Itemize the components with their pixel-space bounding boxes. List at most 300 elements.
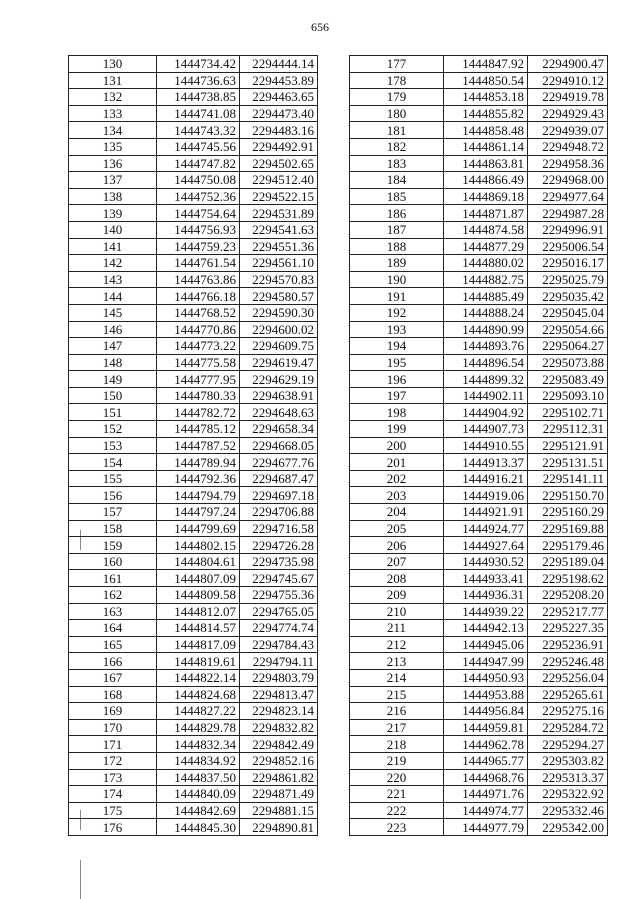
x-coordinate-cell: 1444882.75 <box>444 271 528 288</box>
point-number-cell: 219 <box>350 752 444 769</box>
point-number-cell: 186 <box>350 205 444 222</box>
point-number-cell: 191 <box>350 288 444 305</box>
point-number-cell: 202 <box>350 470 444 487</box>
table-row <box>350 636 608 653</box>
y-coordinate-cell: 2295265.61 <box>528 686 608 703</box>
y-coordinate-cell: 2294852.16 <box>240 752 318 769</box>
y-coordinate-cell: 2295208.20 <box>528 587 608 604</box>
x-coordinate-cell: 1444743.32 <box>157 122 240 139</box>
x-coordinate-cell: 1444738.85 <box>157 89 240 106</box>
y-coordinate-cell: 2294473.40 <box>240 105 318 122</box>
table-row <box>69 421 318 438</box>
point-number-cell: 182 <box>350 138 444 155</box>
y-coordinate-cell: 2294483.16 <box>240 122 318 139</box>
x-coordinate-cell: 1444782.72 <box>157 404 240 421</box>
table-row <box>350 72 608 89</box>
table-row <box>350 553 608 570</box>
y-coordinate-cell: 2294823.14 <box>240 703 318 720</box>
table-row <box>350 205 608 222</box>
table-row <box>350 587 608 604</box>
table-row <box>69 221 318 238</box>
y-coordinate-cell: 2294735.98 <box>240 553 318 570</box>
point-number-cell: 194 <box>350 338 444 355</box>
y-coordinate-cell: 2294871.49 <box>240 786 318 803</box>
point-number-cell: 190 <box>350 271 444 288</box>
table-row <box>69 255 318 272</box>
coordinates-table-right <box>349 55 608 836</box>
table-row <box>69 736 318 753</box>
table-row <box>69 155 318 172</box>
y-coordinate-cell: 2295303.82 <box>528 752 608 769</box>
x-coordinate-cell: 1444840.09 <box>157 786 240 803</box>
y-coordinate-cell: 2295112.31 <box>528 421 608 438</box>
y-coordinate-cell: 2294755.36 <box>240 587 318 604</box>
point-number-cell: 196 <box>350 371 444 388</box>
point-number-cell: 207 <box>350 553 444 570</box>
point-number-cell: 187 <box>350 221 444 238</box>
point-number-cell: 149 <box>69 371 157 388</box>
point-number-cell: 138 <box>69 188 157 205</box>
point-number-cell: 167 <box>69 669 157 686</box>
table-row <box>350 752 608 769</box>
point-number-cell: 159 <box>69 537 157 554</box>
y-coordinate-cell: 2295025.79 <box>528 271 608 288</box>
x-coordinate-cell: 1444916.21 <box>444 470 528 487</box>
table-row <box>350 255 608 272</box>
y-coordinate-cell: 2295246.48 <box>528 653 608 670</box>
x-coordinate-cell: 1444902.11 <box>444 387 528 404</box>
x-coordinate-cell: 1444827.22 <box>157 703 240 720</box>
table-row <box>69 122 318 139</box>
table-row <box>350 736 608 753</box>
y-coordinate-cell: 2295236.91 <box>528 636 608 653</box>
y-coordinate-cell: 2294512.40 <box>240 172 318 189</box>
point-number-cell: 214 <box>350 669 444 686</box>
y-coordinate-cell: 2294522.15 <box>240 188 318 205</box>
table-row <box>350 338 608 355</box>
point-number-cell: 146 <box>69 321 157 338</box>
y-coordinate-cell: 2294842.49 <box>240 736 318 753</box>
point-number-cell: 144 <box>69 288 157 305</box>
y-coordinate-cell: 2294619.47 <box>240 354 318 371</box>
point-number-cell: 130 <box>69 56 157 73</box>
x-coordinate-cell: 1444797.24 <box>157 504 240 521</box>
y-coordinate-cell: 2295189.04 <box>528 553 608 570</box>
table-row <box>69 703 318 720</box>
x-coordinate-cell: 1444824.68 <box>157 686 240 703</box>
table-row <box>69 669 318 686</box>
x-coordinate-cell: 1444747.82 <box>157 155 240 172</box>
x-coordinate-cell: 1444913.37 <box>444 454 528 471</box>
table-row <box>69 653 318 670</box>
point-number-cell: 184 <box>350 172 444 189</box>
table-row <box>69 338 318 355</box>
point-number-cell: 178 <box>350 72 444 89</box>
y-coordinate-cell: 2295322.92 <box>528 786 608 803</box>
y-coordinate-cell: 2294551.36 <box>240 238 318 255</box>
coordinates-table-left <box>68 55 318 836</box>
point-number-cell: 166 <box>69 653 157 670</box>
y-coordinate-cell: 2294687.47 <box>240 470 318 487</box>
x-coordinate-cell: 1444888.24 <box>444 304 528 321</box>
y-coordinate-cell: 2294881.15 <box>240 802 318 819</box>
y-coordinate-cell: 2294910.12 <box>528 72 608 89</box>
table-row <box>69 587 318 604</box>
point-number-cell: 222 <box>350 802 444 819</box>
point-number-cell: 185 <box>350 188 444 205</box>
x-coordinate-cell: 1444924.77 <box>444 520 528 537</box>
y-coordinate-cell: 2294987.28 <box>528 205 608 222</box>
point-number-cell: 204 <box>350 504 444 521</box>
table-row <box>350 470 608 487</box>
x-coordinate-cell: 1444736.63 <box>157 72 240 89</box>
table-row <box>69 304 318 321</box>
table-row <box>350 56 608 73</box>
x-coordinate-cell: 1444959.81 <box>444 719 528 736</box>
x-coordinate-cell: 1444837.50 <box>157 769 240 786</box>
y-coordinate-cell: 2294629.19 <box>240 371 318 388</box>
x-coordinate-cell: 1444861.14 <box>444 138 528 155</box>
table-row <box>69 288 318 305</box>
point-number-cell: 210 <box>350 603 444 620</box>
y-coordinate-cell: 2294463.65 <box>240 89 318 106</box>
y-coordinate-cell: 2295035.42 <box>528 288 608 305</box>
table-row <box>350 188 608 205</box>
x-coordinate-cell: 1444807.09 <box>157 570 240 587</box>
point-number-cell: 165 <box>69 636 157 653</box>
table-row <box>69 371 318 388</box>
y-coordinate-cell: 2294919.78 <box>528 89 608 106</box>
y-coordinate-cell: 2294813.47 <box>240 686 318 703</box>
x-coordinate-cell: 1444734.42 <box>157 56 240 73</box>
y-coordinate-cell: 2295006.54 <box>528 238 608 255</box>
point-number-cell: 206 <box>350 537 444 554</box>
point-number-cell: 164 <box>69 620 157 637</box>
table-row <box>350 603 608 620</box>
x-coordinate-cell: 1444741.08 <box>157 105 240 122</box>
table-row <box>350 669 608 686</box>
x-coordinate-cell: 1444885.49 <box>444 288 528 305</box>
table-row <box>69 752 318 769</box>
x-coordinate-cell: 1444971.76 <box>444 786 528 803</box>
y-coordinate-cell: 2294677.76 <box>240 454 318 471</box>
x-coordinate-cell: 1444893.76 <box>444 338 528 355</box>
point-number-cell: 131 <box>69 72 157 89</box>
table-row <box>69 819 318 836</box>
x-coordinate-cell: 1444792.36 <box>157 470 240 487</box>
x-coordinate-cell: 1444877.29 <box>444 238 528 255</box>
y-coordinate-cell: 2294774.74 <box>240 620 318 637</box>
y-coordinate-cell: 2294541.63 <box>240 221 318 238</box>
y-coordinate-cell: 2294658.34 <box>240 421 318 438</box>
table-row <box>350 620 608 637</box>
table-row <box>350 387 608 404</box>
point-number-cell: 180 <box>350 105 444 122</box>
point-number-cell: 181 <box>350 122 444 139</box>
table-row <box>350 221 608 238</box>
point-number-cell: 203 <box>350 487 444 504</box>
point-number-cell: 135 <box>69 138 157 155</box>
point-number-cell: 152 <box>69 421 157 438</box>
point-number-cell: 133 <box>69 105 157 122</box>
table-row <box>350 802 608 819</box>
x-coordinate-cell: 1444789.94 <box>157 454 240 471</box>
y-coordinate-cell: 2294668.05 <box>240 437 318 454</box>
point-number-cell: 134 <box>69 122 157 139</box>
x-coordinate-cell: 1444956.84 <box>444 703 528 720</box>
x-coordinate-cell: 1444745.56 <box>157 138 240 155</box>
point-number-cell: 155 <box>69 470 157 487</box>
table-row <box>350 520 608 537</box>
table-row <box>69 470 318 487</box>
x-coordinate-cell: 1444817.09 <box>157 636 240 653</box>
y-coordinate-cell: 2294939.07 <box>528 122 608 139</box>
point-number-cell: 158 <box>69 520 157 537</box>
table-row <box>350 570 608 587</box>
y-coordinate-cell: 2295217.77 <box>528 603 608 620</box>
point-number-cell: 177 <box>350 56 444 73</box>
point-number-cell: 195 <box>350 354 444 371</box>
table-row <box>350 321 608 338</box>
x-coordinate-cell: 1444962.78 <box>444 736 528 753</box>
x-coordinate-cell: 1444787.52 <box>157 437 240 454</box>
y-coordinate-cell: 2295332.46 <box>528 802 608 819</box>
x-coordinate-cell: 1444953.88 <box>444 686 528 703</box>
table-row <box>69 89 318 106</box>
x-coordinate-cell: 1444752.36 <box>157 188 240 205</box>
point-number-cell: 157 <box>69 504 157 521</box>
x-coordinate-cell: 1444899.32 <box>444 371 528 388</box>
y-coordinate-cell: 2294929.43 <box>528 105 608 122</box>
point-number-cell: 200 <box>350 437 444 454</box>
table-row <box>69 354 318 371</box>
y-coordinate-cell: 2294561.10 <box>240 255 318 272</box>
table-row <box>350 487 608 504</box>
x-coordinate-cell: 1444939.22 <box>444 603 528 620</box>
y-coordinate-cell: 2295227.35 <box>528 620 608 637</box>
table-row <box>350 703 608 720</box>
y-coordinate-cell: 2295294.27 <box>528 736 608 753</box>
y-coordinate-cell: 2294784.43 <box>240 636 318 653</box>
table-row <box>69 454 318 471</box>
table-row <box>350 238 608 255</box>
x-coordinate-cell: 1444942.13 <box>444 620 528 637</box>
scan-margin-line <box>80 860 81 899</box>
table-row <box>350 454 608 471</box>
y-coordinate-cell: 2294531.89 <box>240 205 318 222</box>
point-number-cell: 189 <box>350 255 444 272</box>
point-number-cell: 220 <box>350 769 444 786</box>
point-number-cell: 132 <box>69 89 157 106</box>
y-coordinate-cell: 2294453.89 <box>240 72 318 89</box>
point-number-cell: 143 <box>69 271 157 288</box>
point-number-cell: 142 <box>69 255 157 272</box>
table-row <box>350 172 608 189</box>
point-number-cell: 148 <box>69 354 157 371</box>
y-coordinate-cell: 2294600.02 <box>240 321 318 338</box>
y-coordinate-cell: 2294590.30 <box>240 304 318 321</box>
table-row <box>69 520 318 537</box>
table-row <box>350 819 608 836</box>
x-coordinate-cell: 1444768.52 <box>157 304 240 321</box>
point-number-cell: 140 <box>69 221 157 238</box>
x-coordinate-cell: 1444890.99 <box>444 321 528 338</box>
y-coordinate-cell: 2295313.37 <box>528 769 608 786</box>
table-row <box>69 570 318 587</box>
table-row <box>350 421 608 438</box>
x-coordinate-cell: 1444947.99 <box>444 653 528 670</box>
x-coordinate-cell: 1444977.79 <box>444 819 528 836</box>
y-coordinate-cell: 2294570.83 <box>240 271 318 288</box>
point-number-cell: 151 <box>69 404 157 421</box>
table-row <box>350 155 608 172</box>
point-number-cell: 209 <box>350 587 444 604</box>
table-row <box>69 205 318 222</box>
y-coordinate-cell: 2294794.11 <box>240 653 318 670</box>
point-number-cell: 172 <box>69 752 157 769</box>
y-coordinate-cell: 2294726.28 <box>240 537 318 554</box>
x-coordinate-cell: 1444950.93 <box>444 669 528 686</box>
y-coordinate-cell: 2295121.91 <box>528 437 608 454</box>
y-coordinate-cell: 2294609.75 <box>240 338 318 355</box>
table-row <box>350 786 608 803</box>
x-coordinate-cell: 1444814.57 <box>157 620 240 637</box>
x-coordinate-cell: 1444780.33 <box>157 387 240 404</box>
x-coordinate-cell: 1444919.06 <box>444 487 528 504</box>
point-number-cell: 213 <box>350 653 444 670</box>
x-coordinate-cell: 1444945.06 <box>444 636 528 653</box>
y-coordinate-cell: 2295045.04 <box>528 304 608 321</box>
y-coordinate-cell: 2295198.62 <box>528 570 608 587</box>
y-coordinate-cell: 2294648.63 <box>240 404 318 421</box>
table-row <box>69 437 318 454</box>
x-coordinate-cell: 1444847.92 <box>444 56 528 73</box>
point-number-cell: 137 <box>69 172 157 189</box>
x-coordinate-cell: 1444802.15 <box>157 537 240 554</box>
x-coordinate-cell: 1444927.64 <box>444 537 528 554</box>
x-coordinate-cell: 1444822.14 <box>157 669 240 686</box>
x-coordinate-cell: 1444907.73 <box>444 421 528 438</box>
x-coordinate-cell: 1444766.18 <box>157 288 240 305</box>
point-number-cell: 161 <box>69 570 157 587</box>
point-number-cell: 193 <box>350 321 444 338</box>
point-number-cell: 221 <box>350 786 444 803</box>
y-coordinate-cell: 2295160.29 <box>528 504 608 521</box>
point-number-cell: 212 <box>350 636 444 653</box>
x-coordinate-cell: 1444756.93 <box>157 221 240 238</box>
table-row <box>69 138 318 155</box>
point-number-cell: 141 <box>69 238 157 255</box>
x-coordinate-cell: 1444850.54 <box>444 72 528 89</box>
point-number-cell: 199 <box>350 421 444 438</box>
table-row <box>350 354 608 371</box>
y-coordinate-cell: 2294958.36 <box>528 155 608 172</box>
point-number-cell: 218 <box>350 736 444 753</box>
point-number-cell: 215 <box>350 686 444 703</box>
x-coordinate-cell: 1444832.34 <box>157 736 240 753</box>
point-number-cell: 153 <box>69 437 157 454</box>
table-row <box>69 387 318 404</box>
table-row <box>69 72 318 89</box>
x-coordinate-cell: 1444869.18 <box>444 188 528 205</box>
table-row <box>69 603 318 620</box>
table-row <box>350 271 608 288</box>
point-number-cell: 174 <box>69 786 157 803</box>
y-coordinate-cell: 2295256.04 <box>528 669 608 686</box>
y-coordinate-cell: 2294968.00 <box>528 172 608 189</box>
x-coordinate-cell: 1444819.61 <box>157 653 240 670</box>
x-coordinate-cell: 1444936.31 <box>444 587 528 604</box>
table-row <box>350 537 608 554</box>
x-coordinate-cell: 1444750.08 <box>157 172 240 189</box>
table-row <box>69 620 318 637</box>
table-row <box>350 404 608 421</box>
point-number-cell: 170 <box>69 719 157 736</box>
y-coordinate-cell: 2295150.70 <box>528 487 608 504</box>
y-coordinate-cell: 2294745.67 <box>240 570 318 587</box>
y-coordinate-cell: 2294580.57 <box>240 288 318 305</box>
table-row <box>69 321 318 338</box>
x-coordinate-cell: 1444845.30 <box>157 819 240 836</box>
x-coordinate-cell: 1444910.55 <box>444 437 528 454</box>
y-coordinate-cell: 2294900.47 <box>528 56 608 73</box>
y-coordinate-cell: 2294765.05 <box>240 603 318 620</box>
point-number-cell: 136 <box>69 155 157 172</box>
y-coordinate-cell: 2295083.49 <box>528 371 608 388</box>
x-coordinate-cell: 1444863.81 <box>444 155 528 172</box>
point-number-cell: 216 <box>350 703 444 720</box>
table-row <box>350 371 608 388</box>
x-coordinate-cell: 1444799.69 <box>157 520 240 537</box>
y-coordinate-cell: 2295284.72 <box>528 719 608 736</box>
table-row <box>69 56 318 73</box>
y-coordinate-cell: 2295093.10 <box>528 387 608 404</box>
point-number-cell: 171 <box>69 736 157 753</box>
x-coordinate-cell: 1444759.23 <box>157 238 240 255</box>
x-coordinate-cell: 1444896.54 <box>444 354 528 371</box>
point-number-cell: 208 <box>350 570 444 587</box>
table-row <box>350 138 608 155</box>
table-row <box>350 304 608 321</box>
table-row <box>69 537 318 554</box>
x-coordinate-cell: 1444773.22 <box>157 338 240 355</box>
x-coordinate-cell: 1444933.41 <box>444 570 528 587</box>
point-number-cell: 176 <box>69 819 157 836</box>
x-coordinate-cell: 1444855.82 <box>444 105 528 122</box>
y-coordinate-cell: 2295073.88 <box>528 354 608 371</box>
y-coordinate-cell: 2295141.11 <box>528 470 608 487</box>
x-coordinate-cell: 1444763.86 <box>157 271 240 288</box>
x-coordinate-cell: 1444842.69 <box>157 802 240 819</box>
table-row <box>350 288 608 305</box>
y-coordinate-cell: 2294890.81 <box>240 819 318 836</box>
x-coordinate-cell: 1444866.49 <box>444 172 528 189</box>
table-row <box>69 769 318 786</box>
point-number-cell: 139 <box>69 205 157 222</box>
table-row <box>69 404 318 421</box>
y-coordinate-cell: 2295064.27 <box>528 338 608 355</box>
y-coordinate-cell: 2295016.17 <box>528 255 608 272</box>
table-row <box>69 238 318 255</box>
point-number-cell: 217 <box>350 719 444 736</box>
table-row <box>69 686 318 703</box>
table-row <box>69 271 318 288</box>
point-number-cell: 188 <box>350 238 444 255</box>
x-coordinate-cell: 1444794.79 <box>157 487 240 504</box>
point-number-cell: 169 <box>69 703 157 720</box>
table-row <box>69 636 318 653</box>
y-coordinate-cell: 2295054.66 <box>528 321 608 338</box>
